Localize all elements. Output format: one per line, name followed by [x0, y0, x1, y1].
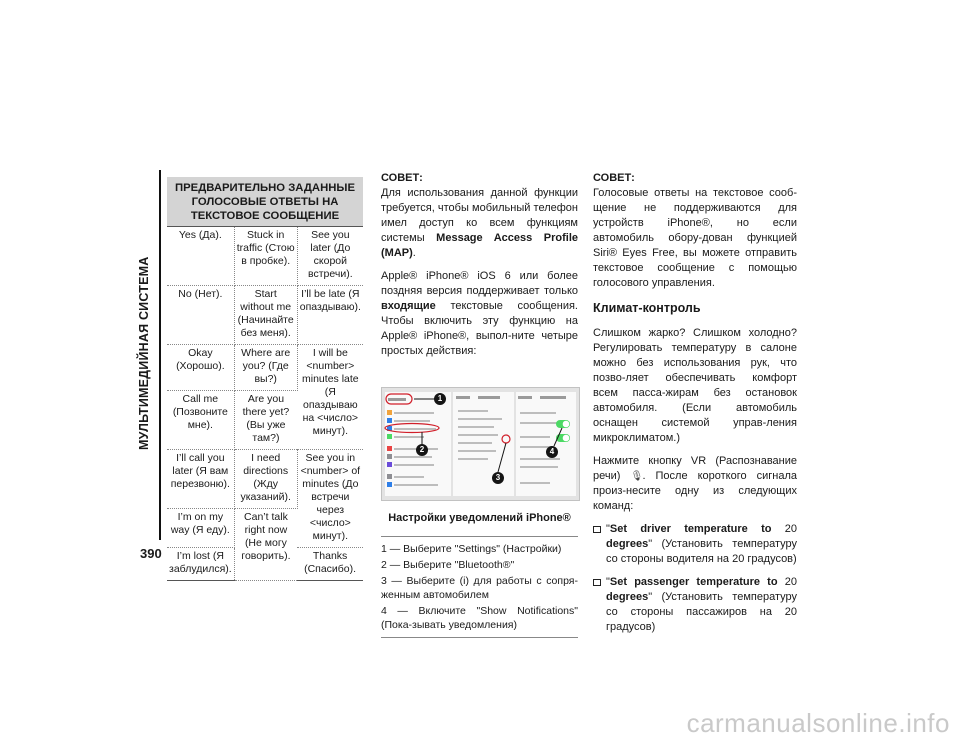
- section-heading: Климат-контроль: [593, 301, 701, 315]
- section-side-title: МУЛЬТИМЕДИЙНАЯ СИСТЕМА: [137, 256, 151, 450]
- table-cell: Yes (Да).: [167, 227, 234, 286]
- figure-caption: Настройки уведомлений iPhone®: [388, 512, 571, 524]
- command-value: 20: [771, 523, 797, 535]
- tip-paragraph: Голосовые ответы на текстовое сооб-щение не поддерживаются для устройств iPhone®, но если автомобиль обору-дован функцией Siri® Eyes Free, вы можете отправить текстовое сообщение с помощью голосового управления.: [593, 187, 797, 289]
- right-column: [593, 171, 797, 643]
- side-divider: [159, 170, 161, 540]
- vr-text-end: . После короткого сигнала произ-несите одну из следующих команд:: [593, 470, 797, 512]
- iphone-settings-figure: [381, 387, 580, 501]
- tip-label: СОВЕТ:: [593, 172, 635, 184]
- table-row: [167, 286, 363, 345]
- table-cell: I will be <number> minutes late (Я опаздываю на <число> минут).: [297, 345, 363, 450]
- voice-responses-table: [167, 177, 363, 581]
- para-start: Apple® iPhone® iOS 6 или более поздняя версия поддерживает только: [381, 270, 578, 297]
- table-cell: I’ll call you later (Я вам перезвоню).: [167, 450, 234, 509]
- watermark: carmanualsonline.info: [686, 708, 950, 738]
- vr-text-start: Нажмите кнопку VR (Распознавание речи): [593, 455, 797, 482]
- table-cell: Can’t talk right now (Не могу говорить).: [234, 509, 297, 581]
- table-cell: See you later (До скорой встречи).: [297, 227, 363, 286]
- vr-paragraph: [593, 454, 797, 514]
- table-row: [167, 450, 363, 509]
- tip-paragraph: [381, 186, 578, 261]
- tip-label: СОВЕТ:: [381, 172, 423, 184]
- tip-end: .: [412, 247, 416, 259]
- legend-item: 4 — Включите "Show Notifications" (Пока-зывать уведомления): [381, 605, 578, 631]
- table-cell: I need directions (Жду указаний).: [234, 450, 297, 509]
- command-bold: Set driver temperature to: [609, 523, 772, 535]
- tip-bold: Message Access Profile (MAP): [381, 232, 579, 259]
- legend-item: 2 — Выберите "Bluetooth®": [381, 559, 515, 571]
- table-cell: I’ll be late (Я опаздываю).: [297, 286, 363, 345]
- command-bold: Set passenger temperature to: [609, 576, 778, 588]
- table-title: ПРЕДВАРИТЕЛЬНО ЗАДАННЫЕ ГОЛОСОВЫЕ ОТВЕТЫ НА ТЕКСТОВОЕ СООБЩЕНИЕ: [167, 177, 363, 227]
- iphone-paragraph: [381, 269, 578, 359]
- voice-command: [593, 575, 797, 635]
- table-row: [167, 345, 363, 391]
- command-text: [606, 522, 797, 567]
- screen-content: [382, 388, 579, 500]
- command-translation: (Установить температуру со стороны пассажиров на 20 градусов): [606, 591, 797, 633]
- para-end: текстовые сообщения. Чтобы включить эту функцию на Apple® iPhone®, выпол-ните четыре простых действия:: [381, 300, 578, 357]
- command-translation: (Установить температуру со стороны водителя на 20 градусов): [606, 538, 797, 565]
- legend-item: 3 — Выберите (i) для работы с сопря-женным автомобилем: [381, 575, 578, 601]
- command-bold: degrees: [606, 538, 649, 550]
- command-bold: degrees: [606, 591, 649, 603]
- command-text: [606, 575, 797, 635]
- figure-legend: [381, 536, 578, 638]
- table-cell: Start without me (Начинайте без меня).: [234, 286, 297, 345]
- quote-mark: ": [606, 576, 610, 588]
- callout-badge: 1: [434, 393, 446, 405]
- command-value: 20: [777, 576, 797, 588]
- callout-badge: 4: [546, 446, 558, 458]
- table-cell: I’m lost (Я заблудился).: [167, 548, 234, 581]
- tip-text: Для использования данной функции требуется, чтобы мобильный телефон имел доступ ко всем функциям системы: [381, 187, 578, 244]
- table-cell: Are you there yet? (Вы уже там?): [234, 391, 297, 450]
- table-cell: No (Нет).: [167, 286, 234, 345]
- table-cell: Call me (Позвоните мне).: [167, 391, 234, 450]
- callout-badge: 2: [416, 444, 428, 456]
- middle-column: [381, 171, 578, 638]
- checkbox-icon: [593, 526, 601, 533]
- quote-mark: ": [648, 538, 653, 550]
- table-cell: Okay (Хорошо).: [167, 345, 234, 391]
- microphone-icon: 🎙: [630, 471, 644, 482]
- voice-command: [593, 522, 797, 567]
- table-cell: See you in <number> of minutes (До встречи через <число> минут).: [297, 450, 363, 548]
- table-cell: Stuck in traffic (Стою в пробке).: [234, 227, 297, 286]
- quote-mark: ": [606, 523, 610, 535]
- table-cell: Where are you? (Где вы?): [234, 345, 297, 391]
- para-bold: входящие: [381, 300, 436, 312]
- page-number: 390: [140, 546, 162, 561]
- table-cell: Thanks (Спасибо).: [297, 548, 363, 581]
- checkbox-icon: [593, 579, 601, 586]
- quote-mark: ": [648, 591, 653, 603]
- legend-item: 1 — Выберите "Settings" (Настройки): [381, 543, 562, 555]
- table-cell: I’m on my way (Я еду).: [167, 509, 234, 548]
- callout-badge: 3: [492, 472, 504, 484]
- table-row: [167, 227, 363, 286]
- climate-paragraph: Слишком жарко? Слишком холодно? Регулировать температуру в салоне можно без использования рук, что позво-ляет обеспечивать комфорт всем пасса-жирам без остановок автомобиля. (Если автомобиль оснащен системой управ-ления микроклиматом.): [593, 327, 797, 444]
